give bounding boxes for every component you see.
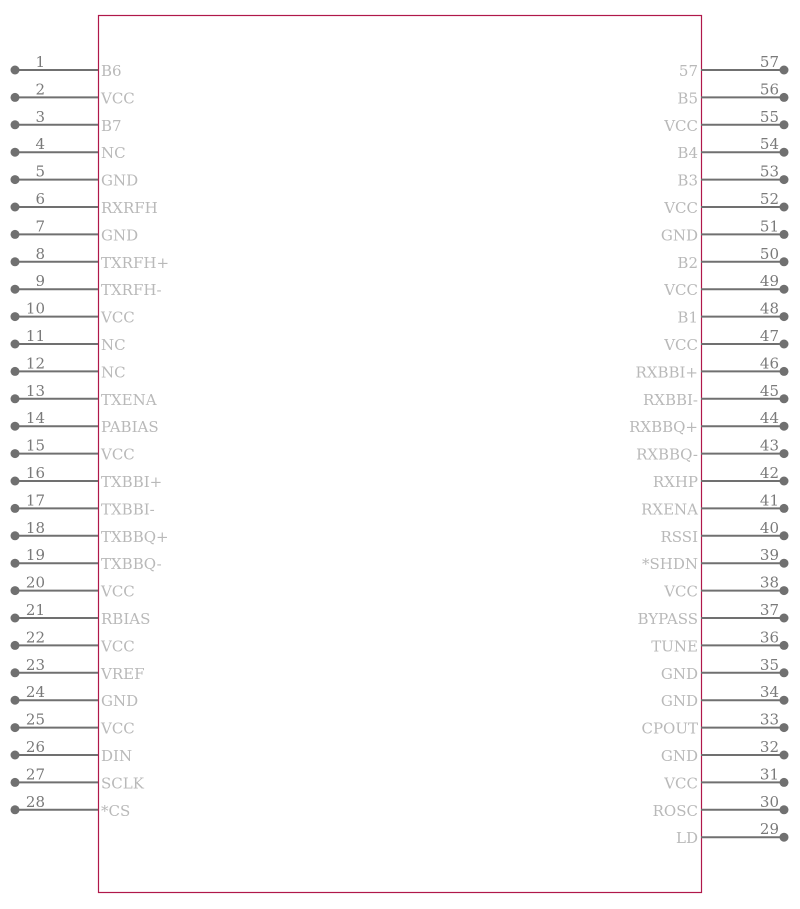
pin-15 bbox=[11, 437, 135, 464]
pin-number-label: 48 bbox=[759, 299, 779, 318]
pin-endpoint-dot bbox=[780, 394, 789, 403]
pin-55 bbox=[663, 108, 788, 135]
pin-name-label: VCC bbox=[101, 445, 135, 464]
pin-22 bbox=[11, 628, 135, 655]
pin-endpoint-dot bbox=[780, 833, 789, 842]
pin-endpoint-dot bbox=[11, 93, 20, 102]
pin-endpoint-dot bbox=[11, 230, 20, 239]
pin-number-label: 2 bbox=[35, 80, 45, 99]
pin-name-label: TXBBI+ bbox=[101, 473, 163, 491]
pin-endpoint-dot bbox=[780, 257, 789, 266]
pin-endpoint-dot bbox=[11, 148, 20, 157]
pin-endpoint-dot bbox=[780, 449, 789, 458]
pin-name-label: SCLK bbox=[101, 774, 144, 793]
pin-name-label: RXBBI- bbox=[642, 390, 698, 409]
pin-endpoint-dot bbox=[11, 504, 20, 513]
pin-number-label: 14 bbox=[25, 409, 45, 428]
pin-27 bbox=[11, 765, 145, 792]
right-pin-column bbox=[629, 53, 788, 847]
pin-number-label: 56 bbox=[759, 80, 779, 99]
pin-endpoint-dot bbox=[11, 203, 20, 212]
pin-name-label: VCC bbox=[664, 281, 698, 300]
pin-17 bbox=[11, 491, 155, 518]
pin-57 bbox=[679, 53, 789, 80]
pin-name-label: PABIAS bbox=[101, 418, 159, 437]
pin-name-label: VCC bbox=[664, 774, 698, 793]
pin-endpoint-dot bbox=[780, 751, 789, 760]
pin-endpoint-dot bbox=[780, 285, 789, 294]
pin-37 bbox=[638, 601, 789, 628]
pin-2 bbox=[11, 80, 135, 107]
pin-number-label: 36 bbox=[759, 628, 779, 647]
pin-5 bbox=[11, 163, 139, 190]
pin-endpoint-dot bbox=[11, 614, 20, 623]
pin-50 bbox=[677, 245, 788, 272]
pin-endpoint-dot bbox=[11, 805, 20, 814]
pin-34 bbox=[661, 683, 789, 710]
pin-name-label: GND bbox=[660, 226, 698, 245]
pin-number-label: 40 bbox=[759, 518, 779, 537]
pin-endpoint-dot bbox=[780, 805, 789, 814]
pin-number-label: 20 bbox=[25, 573, 45, 592]
pin-number-label: 18 bbox=[25, 518, 45, 537]
pin-number-label: 54 bbox=[759, 135, 779, 154]
pin-25 bbox=[11, 711, 135, 738]
pin-name-label: RSSI bbox=[660, 527, 698, 546]
pin-name-label: DIN bbox=[101, 747, 133, 765]
pin-name-label: NC bbox=[101, 144, 126, 163]
pin-endpoint-dot bbox=[11, 751, 20, 760]
pin-endpoint-dot bbox=[780, 531, 789, 540]
pin-endpoint-dot bbox=[780, 504, 789, 513]
pin-36 bbox=[651, 628, 788, 655]
pin-number-label: 35 bbox=[759, 655, 779, 674]
pin-endpoint-dot bbox=[11, 778, 20, 787]
pin-number-label: 12 bbox=[25, 354, 45, 373]
pin-endpoint-dot bbox=[780, 203, 789, 212]
pin-number-label: 38 bbox=[759, 573, 779, 592]
pin-number-label: 16 bbox=[25, 464, 45, 482]
pin-number-label: 33 bbox=[759, 710, 779, 729]
pin-47 bbox=[663, 327, 788, 354]
pin-9 bbox=[11, 272, 162, 299]
pin-endpoint-dot bbox=[11, 449, 20, 458]
pin-26 bbox=[11, 738, 133, 765]
pin-name-label: RXBBQ- bbox=[636, 445, 698, 464]
pin-endpoint-dot bbox=[780, 66, 789, 75]
pin-33 bbox=[641, 711, 788, 738]
pin-endpoint-dot bbox=[780, 422, 789, 431]
pin-31 bbox=[663, 765, 788, 792]
pin-endpoint-dot bbox=[11, 641, 20, 650]
pin-number-label: 4 bbox=[35, 135, 45, 154]
pin-endpoint-dot bbox=[780, 175, 789, 184]
pin-name-label: RXBBQ+ bbox=[629, 418, 698, 437]
pin-number-label: 47 bbox=[759, 327, 779, 345]
pin-endpoint-dot bbox=[780, 230, 789, 239]
pin-name-label: RXRFH bbox=[101, 199, 158, 217]
pin-7 bbox=[11, 217, 139, 244]
pin-endpoint-dot bbox=[780, 477, 789, 486]
pin-53 bbox=[677, 163, 788, 190]
pin-38 bbox=[663, 574, 788, 601]
pin-number-label: 32 bbox=[759, 738, 779, 756]
pin-name-label: B3 bbox=[677, 171, 698, 190]
pin-35 bbox=[661, 656, 789, 683]
pin-40 bbox=[660, 519, 788, 546]
pin-1 bbox=[11, 53, 122, 80]
pin-number-label: 22 bbox=[25, 628, 45, 647]
pin-name-label: VCC bbox=[101, 719, 135, 738]
pin-name-label: RXENA bbox=[641, 500, 698, 519]
pin-number-label: 5 bbox=[35, 162, 45, 181]
pin-name-label: CPOUT bbox=[641, 719, 698, 738]
pin-name-label: B1 bbox=[677, 308, 698, 327]
pin-number-label: 41 bbox=[759, 491, 779, 510]
pin-endpoint-dot bbox=[780, 696, 789, 705]
pin-23 bbox=[11, 656, 145, 683]
pin-endpoint-dot bbox=[780, 723, 789, 732]
pin-name-label: NC bbox=[101, 363, 126, 382]
pin-endpoint-dot bbox=[11, 285, 20, 294]
pin-21 bbox=[11, 601, 151, 628]
pin-4 bbox=[11, 135, 126, 162]
pin-name-label: TXENA bbox=[101, 390, 157, 409]
pin-29 bbox=[676, 820, 789, 847]
pin-number-label: 37 bbox=[759, 601, 779, 619]
pin-number-label: 57 bbox=[759, 53, 779, 71]
pin-name-label: VCC bbox=[101, 582, 135, 601]
pin-endpoint-dot bbox=[780, 778, 789, 787]
pin-name-label: GND bbox=[101, 171, 139, 190]
pin-name-label: VCC bbox=[101, 89, 135, 108]
pin-number-label: 24 bbox=[25, 683, 45, 702]
pin-number-label: 52 bbox=[759, 190, 779, 208]
pin-name-label: ROSC bbox=[652, 801, 698, 820]
pin-number-label: 17 bbox=[25, 491, 45, 510]
pin-number-label: 50 bbox=[759, 244, 779, 263]
pin-12 bbox=[11, 354, 126, 381]
pin-39 bbox=[642, 546, 789, 573]
pin-endpoint-dot bbox=[780, 148, 789, 157]
pin-name-label: GND bbox=[660, 664, 698, 683]
pin-name-label: RXBBI+ bbox=[635, 363, 698, 382]
pin-number-label: 53 bbox=[759, 162, 779, 181]
pin-16 bbox=[11, 464, 163, 491]
pin-endpoint-dot bbox=[780, 586, 789, 595]
pin-endpoint-dot bbox=[780, 559, 789, 568]
pin-name-label: *SHDN bbox=[641, 555, 698, 574]
pin-number-label: 26 bbox=[25, 738, 45, 756]
pin-46 bbox=[635, 354, 788, 381]
pin-endpoint-dot bbox=[11, 175, 20, 184]
pin-name-label: VCC bbox=[664, 199, 698, 217]
pin-number-label: 51 bbox=[759, 217, 779, 236]
pin-number-label: 10 bbox=[25, 299, 45, 318]
pin-56 bbox=[677, 80, 788, 107]
pin-endpoint-dot bbox=[11, 394, 20, 403]
pin-18 bbox=[11, 519, 169, 546]
pin-name-label: 57 bbox=[678, 62, 698, 80]
pin-name-label: VCC bbox=[101, 308, 135, 327]
pin-endpoint-dot bbox=[11, 559, 20, 568]
pin-endpoint-dot bbox=[11, 696, 20, 705]
pin-28 bbox=[11, 793, 131, 820]
pin-11 bbox=[11, 327, 126, 354]
pin-number-label: 49 bbox=[759, 272, 779, 291]
pin-endpoint-dot bbox=[780, 312, 789, 321]
pin-endpoint-dot bbox=[11, 312, 20, 321]
pin-number-label: 9 bbox=[35, 272, 45, 291]
pin-number-label: 25 bbox=[25, 710, 45, 729]
pin-endpoint-dot bbox=[11, 66, 20, 75]
pin-number-label: 13 bbox=[25, 381, 45, 400]
pin-endpoint-dot bbox=[11, 723, 20, 732]
pin-name-label: B2 bbox=[677, 253, 698, 272]
pin-endpoint-dot bbox=[11, 340, 20, 349]
ic-body-outline bbox=[99, 16, 702, 893]
pin-number-label: 11 bbox=[25, 327, 45, 345]
pin-name-label: B7 bbox=[101, 116, 122, 135]
pin-3 bbox=[11, 108, 122, 135]
pin-49 bbox=[663, 272, 788, 299]
pin-41 bbox=[641, 491, 788, 518]
pin-endpoint-dot bbox=[780, 340, 789, 349]
pin-24 bbox=[11, 683, 139, 710]
pin-48 bbox=[677, 300, 788, 327]
pin-endpoint-dot bbox=[780, 120, 789, 129]
pin-name-label: VCC bbox=[664, 582, 698, 601]
pin-endpoint-dot bbox=[780, 93, 789, 102]
pin-name-label: TUNE bbox=[651, 637, 698, 656]
pin-name-label: GND bbox=[660, 747, 698, 765]
pin-number-label: 7 bbox=[35, 217, 45, 236]
pin-20 bbox=[11, 574, 135, 601]
pin-number-label: 8 bbox=[35, 244, 45, 263]
pin-name-label: VCC bbox=[664, 336, 698, 354]
pin-number-label: 6 bbox=[35, 190, 45, 208]
pin-name-label: RXHP bbox=[652, 473, 698, 491]
pin-14 bbox=[11, 409, 159, 436]
pin-44 bbox=[629, 409, 788, 436]
pin-52 bbox=[663, 190, 788, 217]
pin-endpoint-dot bbox=[780, 367, 789, 376]
pin-name-label: VCC bbox=[101, 637, 135, 656]
pin-name-label: TXBBI- bbox=[101, 500, 155, 519]
pin-endpoint-dot bbox=[11, 531, 20, 540]
pin-number-label: 55 bbox=[759, 107, 779, 126]
pin-8 bbox=[11, 245, 170, 272]
pin-endpoint-dot bbox=[11, 422, 20, 431]
pin-number-label: 27 bbox=[25, 765, 45, 784]
pin-name-label: B4 bbox=[677, 144, 698, 163]
pin-name-label: GND bbox=[101, 692, 139, 711]
pin-10 bbox=[11, 300, 135, 327]
pin-43 bbox=[636, 437, 788, 464]
pin-number-label: 44 bbox=[759, 409, 779, 428]
pin-name-label: BYPASS bbox=[637, 610, 698, 628]
pin-51 bbox=[661, 217, 789, 244]
pin-6 bbox=[11, 190, 158, 217]
pin-endpoint-dot bbox=[11, 477, 20, 486]
pin-number-label: 31 bbox=[759, 765, 779, 784]
pin-number-label: 28 bbox=[25, 792, 45, 811]
pin-number-label: 23 bbox=[25, 655, 45, 674]
pin-name-label: TXRFH+ bbox=[101, 253, 170, 272]
pin-name-label: VREF bbox=[101, 664, 145, 683]
pin-name-label: B6 bbox=[101, 62, 122, 80]
pin-number-label: 15 bbox=[25, 436, 45, 455]
pin-endpoint-dot bbox=[11, 367, 20, 376]
pin-number-label: 29 bbox=[759, 820, 779, 839]
pin-endpoint-dot bbox=[780, 668, 789, 677]
pin-54 bbox=[677, 135, 788, 162]
pin-name-label: TXRFH- bbox=[101, 281, 162, 300]
pin-19 bbox=[11, 546, 162, 573]
pin-name-label: *CS bbox=[101, 801, 131, 820]
pin-name-label: NC bbox=[101, 336, 126, 354]
pin-number-label: 19 bbox=[25, 546, 45, 565]
pin-number-label: 30 bbox=[759, 792, 779, 811]
pin-name-label: TXBBQ- bbox=[101, 555, 162, 574]
pin-number-label: 45 bbox=[759, 381, 779, 400]
pin-number-label: 42 bbox=[759, 464, 779, 482]
pin-name-label: B5 bbox=[677, 89, 698, 108]
pin-endpoint-dot bbox=[780, 614, 789, 623]
pin-endpoint-dot bbox=[11, 120, 20, 129]
pin-number-label: 1 bbox=[35, 53, 45, 71]
pin-endpoint-dot bbox=[780, 641, 789, 650]
pin-name-label: LD bbox=[676, 829, 698, 848]
pin-name-label: GND bbox=[660, 692, 698, 711]
pin-name-label: RBIAS bbox=[101, 610, 151, 628]
pin-number-label: 3 bbox=[35, 107, 45, 126]
pin-endpoint-dot bbox=[11, 586, 20, 595]
pin-endpoint-dot bbox=[11, 257, 20, 266]
pin-name-label: TXBBQ+ bbox=[101, 527, 169, 546]
left-pin-column bbox=[11, 53, 170, 820]
pin-number-label: 46 bbox=[759, 354, 779, 373]
pin-32 bbox=[661, 738, 789, 765]
pin-13 bbox=[11, 382, 157, 409]
pin-number-label: 39 bbox=[759, 546, 779, 565]
pin-name-label: VCC bbox=[664, 116, 698, 135]
pin-45 bbox=[643, 382, 789, 409]
pin-number-label: 21 bbox=[25, 601, 45, 619]
pin-endpoint-dot bbox=[11, 668, 20, 677]
pin-number-label: 43 bbox=[759, 436, 779, 455]
pin-name-label: GND bbox=[101, 226, 139, 245]
pin-42 bbox=[653, 464, 789, 491]
pin-number-label: 34 bbox=[759, 683, 779, 702]
pin-30 bbox=[653, 793, 789, 820]
